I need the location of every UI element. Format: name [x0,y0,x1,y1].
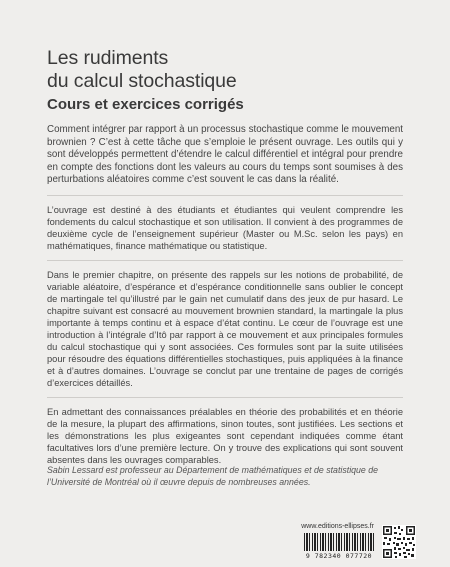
paragraph-contents: Dans le premier chapitre, on présente des rappels sur les notions de probabilité, de variable aléatoire, d’espérance et d’espérance conditionnelle sans oublier le concept de martingale tel qu’illustré par le gain net cumulatif dans des jeux de pur hasard. Le chapitre suivant est consacré au mouvement brownien standard, la martingale la plus importante à temps continu et à espace d’état continu. Le cœur de l’ouvrage est une introduction à l’intégrale d’Itô par rapport à ce mouvement et aux principales formules du calcul stochastique qui y sont associées. Ces formules sont par la suite utilisées pour résoudre des équations différentielles stochastiques, puis appliquées à la finance et à d’autres domaines. L’ouvrage se conclut par une trentaine de pages de corrigés d’exercices détaillés. [47,269,403,398]
paragraph-intro: Comment intégrer par rapport à un processus stochastique comme le mouvement brownien ? C’est à cette tâche que s’emploie le présent ouvrage. Les outils qui y sont développés permettent d’étendre le calcul différentiel et intégral pour prendre en compte des fonctions dont les valeurs au cours du temps sont soumises à des perturbations aléatoires comme c’est souvent le cas dans la réalité. [47,124,403,196]
title-block [47,47,407,114]
paragraph-audience: L’ouvrage est destiné à des étudiants et étudiantes qui veulent comprendre les fondements du calcul stochastique et son utilisation. Il convient à des programmes de deuxième cycle de l’enseignement supérieur (Master ou M.Sc. selon les pays) en mathématiques, finance mathématique ou statistique. [47,204,403,261]
paragraph-prerequisites: En admettant des connaissances préalables en théorie des probabilités et en théorie de la mesure, la plupart des affirmations, sinon toutes, sont justifiées. Les sections et les démonstrations les plus exigeantes sont cependant indiquées comme étant facultatives lors d’une première lecture. On y trouve des explications qui sont souvent absentes dans les ouvrages comparables. [47,406,403,465]
publisher-website[interactable]: www.editions-ellipses.fr [301,523,374,530]
book-title-line-1: Les rudiments [47,47,169,69]
author-bio: Sabin Lessard est professeur au Département de mathématiques et de statistique de l’Université de Montréal où il œuvre depuis de nombreuses années. [47,465,379,487]
footer [290,523,440,561]
book-title-line-2: du calcul stochastique [47,70,237,92]
book-subtitle: Cours et exercices corrigés [47,96,244,113]
isbn-number: 9 782340 077720 [305,552,373,560]
back-cover-text [47,124,403,482]
barcode-icon [304,533,374,551]
qr-code-icon [382,525,416,559]
